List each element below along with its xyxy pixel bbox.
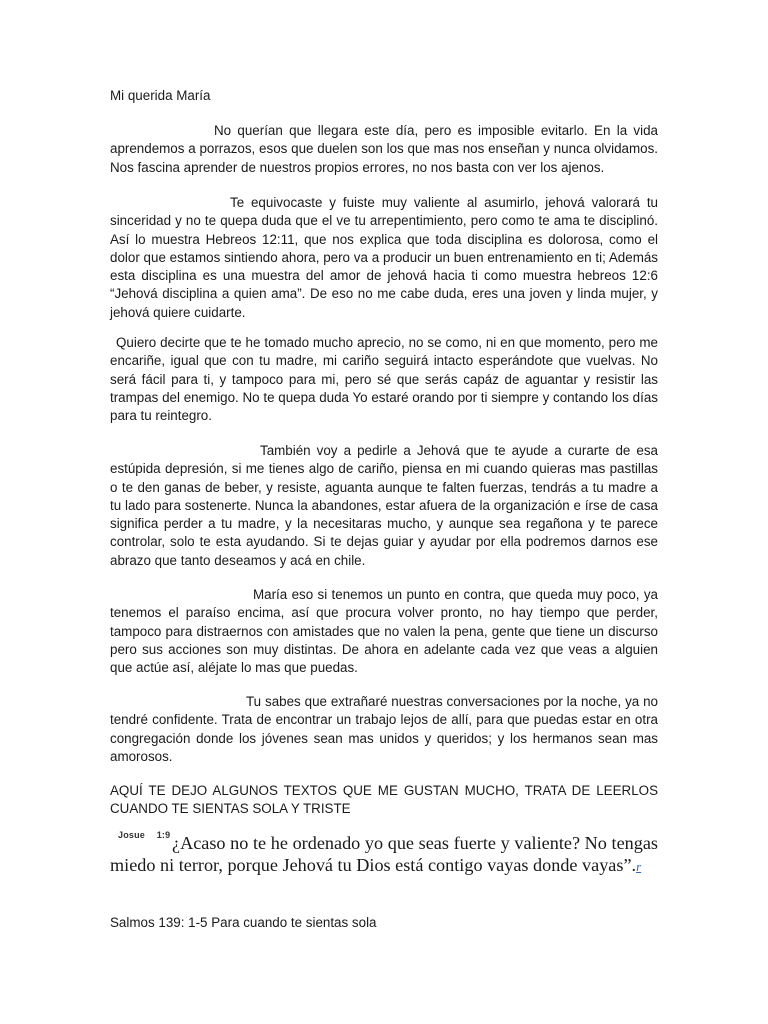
letter-paragraph-5: María eso si tenemos un punto en contra, que queda muy poco, ya tenemos el paraíso encima, así que procura volver pronto, no hay tiempo que perder, tampoco para distraernos con amistades que no valen la pena, gente que tiene un discurso pero sus acciones son muy distintas. De ahora en adelante cada vez que veas a alguien que actúe así, aléjate lo mas que puedas. [110,587,658,676]
verses-heading: AQUÍ TE DEJO ALGUNOS TEXTOS QUE ME GUSTAN MUCHO, TRATA DE LEERLOS CUANDO TE SIENTAS SOLA Y TRISTE [110,783,658,817]
verse-chapter-verse: 1:9 [156,830,171,840]
letter-paragraph-4: También voy a pedirle a Jehová que te ayude a curarte de esa estúpida depresión, si me tienes algo de cariño, piensa en mi cuando quieras mas pastillas o te den ganas de beber, y resiste, aguanta aunque te falten fuerzas, tendrás a tu madre a tu lado para sostenerte. Nunca la abandones, estar afuera de la organización e írse de casa significa perder a tu madre, y la necesitaras mucho, y aunque sea regañona y te parece controlar, solo te esta ayudando. Si te dejas guiar y ayudar por ella podremos darnos ese abrazo que tanto deseamos y acá en chile. [110,443,658,568]
bible-verse [110,832,658,879]
letter-page [110,0,658,1024]
verse-text-container [110,832,658,879]
letter-paragraph-6: Tu sabes que extrañaré nuestras conversaciones por la noche, ya no tendré confidente. Trata de encontrar un trabajo lejos de allí, para que puedas estar en otra congregación donde los jóvenes sean mas unidos y queridos; y los hermanos sean mas amorosos. [110,694,658,764]
footnote-link[interactable]: r [636,859,642,875]
letter-paragraph-3: Quiero decirte que te he tomado mucho aprecio, no se como, ni en que momento, pero me encariñe, igual que con tu madre, mi cariño seguirá intacto esperándote que vuelvas. No será fácil para ti, y tampoco para mi, pero sé que serás capáz de aguantar y resistir las trampas del enemigo. No te quepa duda Yo estaré orando por ti siempre y contando los días para tu reintegro. [110,335,658,424]
verse-book: Josue [118,830,146,840]
letter-paragraph-1: No querían que llegara este día, pero es imposible evitarlo. En la vida aprendemos a porrazos, esos que duelen son los que mas nos enseñan y nunca olvidamos. Nos fascina aprender de nuestros propios errores, no nos basta con ver los ajenos. [110,123,658,175]
verse-reference [118,824,170,846]
letter-greeting: Mi querida María [110,88,211,103]
psalm-reference-line: Salmos 139: 1-5 Para cuando te sientas sola [110,915,377,930]
verse-text: ¿Acaso no te he ordenado yo que seas fuerte y valiente? No tengas miedo ni terror, porque Jehová tu Dios está contigo vayas donde vayas”. [110,833,658,876]
letter-paragraph-2: Te equivocaste y fuiste muy valiente al asumirlo, jehová valorará tu sinceridad y no te quepa duda que el ve tu arrepentimiento, pero como te ama te disciplinó. Así lo muestra Hebreos 12:11, que nos explica que toda disciplina es dolorosa, como el dolor que estamos sintiendo ahora, pero va a producir un buen entrenamiento en ti; Además esta disciplina es una muestra del amor de jehová hacia ti como muestra hebreos 12:6 “Jehová disciplina a quien ama”. De eso no me cabe duda, eres una joven y linda mujer, y jehová quiere cuidarte. [110,195,658,320]
